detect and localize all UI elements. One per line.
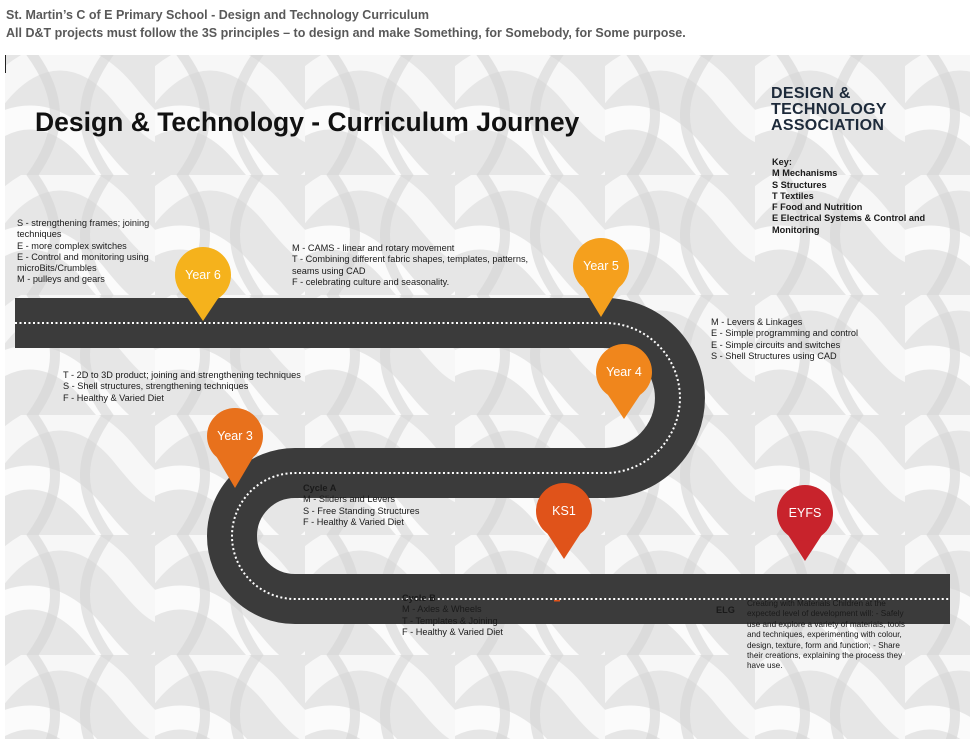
year5-topics: M - CAMS - linear and rotary movement T - Combining different fabric shapes, templates, patterns, seams using CAD F - celebrating culture and seasonality. [292,243,529,287]
elg-description: Creating with Materials Children at the expected level of development will: - Safely use and explore a variety of materials, tools and techniques, experimenting with colour, design, texture, form and function; - Share their creations, explaining the process they have use. [747,599,905,671]
document-title: St. Martin’s C of E Primary School - Design and Technology Curriculum [6,8,429,22]
key-legend: Key: M Mechanisms S Structures T Textiles F Food and Nutrition E Electrical Systems & Control and Monitoring [772,157,926,235]
curriculum-journey-poster [5,55,970,739]
design-technology-association-logo: DESIGN & TECHNOLOGY ASSOCIATION [771,85,887,134]
document-subtitle: All D&T projects must follow the 3S principles – to design and make Something, for Somebody, for Some purpose. [6,26,686,40]
year4-topics: M - Levers & Linkages E - Simple programming and control E - Simple circuits and switches S - Shell Structures using CAD [711,317,859,361]
year3-topics: T - 2D to 3D product; joining and strengthening techniques S - Shell structures, strengthening techniques F - Healthy & Varied Diet [63,370,301,403]
text-cursor [5,55,6,73]
pin-label-ks1: KS1 [552,504,576,518]
pin-label-year5: Year 5 [583,259,619,273]
poster-title: Design & Technology - Curriculum Journey [35,107,580,137]
pin-label-year4: Year 4 [606,365,642,379]
pin-label-eyfs: EYFS [788,506,822,520]
year6-topics: S - strengthening frames; joining techniques E - more complex switches E - Control and monitoring using microBits/Crumbles M - pulleys and gears [17,218,150,285]
elg-label: ELG [716,605,735,615]
pin-label-year3: Year 3 [217,429,253,443]
cycle-b-topics: Cycle B M - Axles & Wheels T - Templates & Joining F - Healthy & Varied Diet [402,593,503,637]
pin-label-year6: Year 6 [185,268,221,282]
cycle-a-topics: Cycle A M - Sliders and Levers S - Free Standing Structures F - Healthy & Varied Diet [303,483,420,527]
